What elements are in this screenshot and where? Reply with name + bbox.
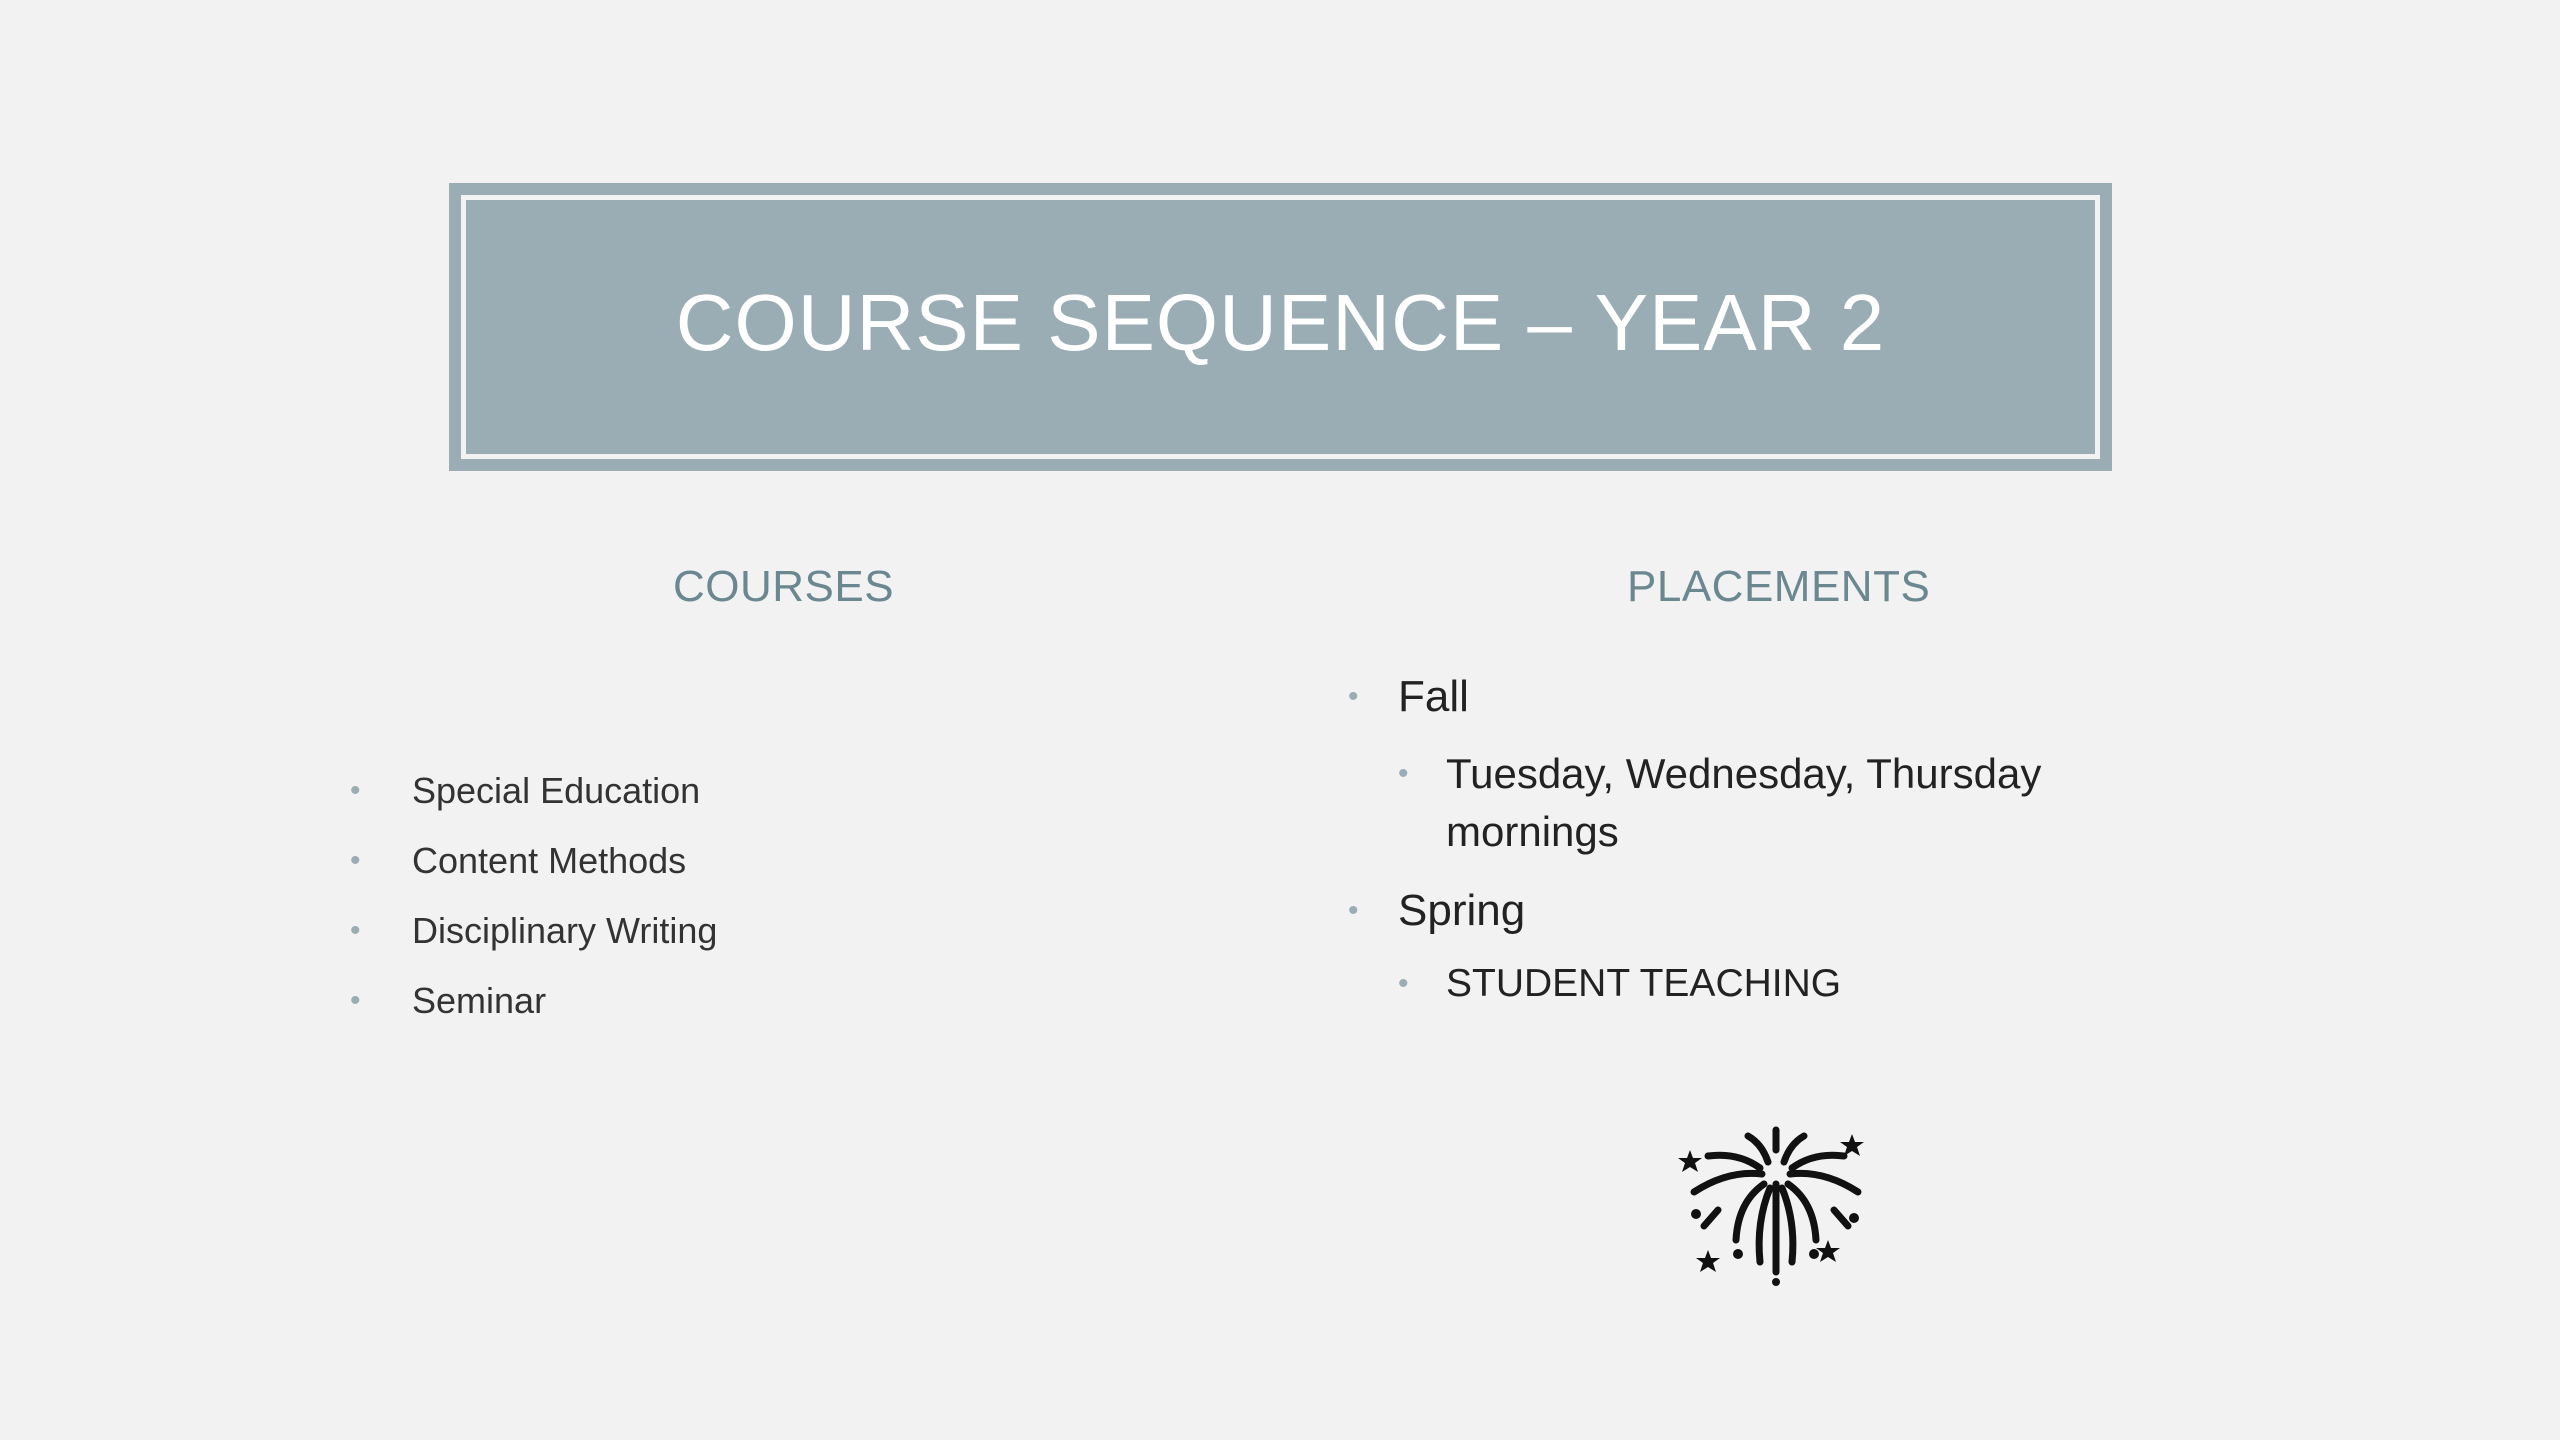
placement-spring <box>1348 879 2148 943</box>
list-item <box>350 763 717 833</box>
title-banner <box>449 183 2112 471</box>
placement-fall-label: Fall <box>1398 672 1469 721</box>
slide-title: COURSE SEQUENCE – YEAR 2 <box>675 278 1886 367</box>
bullet-icon: • <box>1348 894 1359 927</box>
placements-list <box>1348 665 2148 1013</box>
placement-fall <box>1348 665 2148 729</box>
list-item <box>350 833 717 903</box>
list-item <box>350 973 717 1043</box>
placement-fall-detail <box>1348 745 2148 861</box>
course-label: Content Methods <box>412 840 687 881</box>
courses-list <box>350 763 717 1043</box>
bullet-icon: • <box>1398 967 1409 1000</box>
placements-heading: PLACEMENTS <box>1627 562 1931 611</box>
courses-heading: COURSES <box>673 562 895 611</box>
course-label: Special Education <box>412 770 701 811</box>
bullet-icon: • <box>1398 757 1409 790</box>
course-label: Seminar <box>412 980 547 1021</box>
bullet-icon: • <box>350 984 361 1017</box>
list-item <box>350 903 717 973</box>
fireworks-icon <box>1678 1122 1874 1286</box>
placement-fall-detail-text: Tuesday, Wednesday, Thursday mornings <box>1446 750 2042 855</box>
bullet-icon: • <box>1348 680 1359 713</box>
placement-spring-label: Spring <box>1398 886 1526 935</box>
placement-spring-detail-text: STUDENT TEACHING <box>1446 962 1842 1005</box>
course-label: Disciplinary Writing <box>412 910 718 951</box>
title-inner-border <box>461 195 2100 459</box>
placement-spring-detail <box>1348 955 2148 1013</box>
bullet-icon: • <box>350 774 361 807</box>
bullet-icon: • <box>350 914 361 947</box>
bullet-icon: • <box>350 844 361 877</box>
